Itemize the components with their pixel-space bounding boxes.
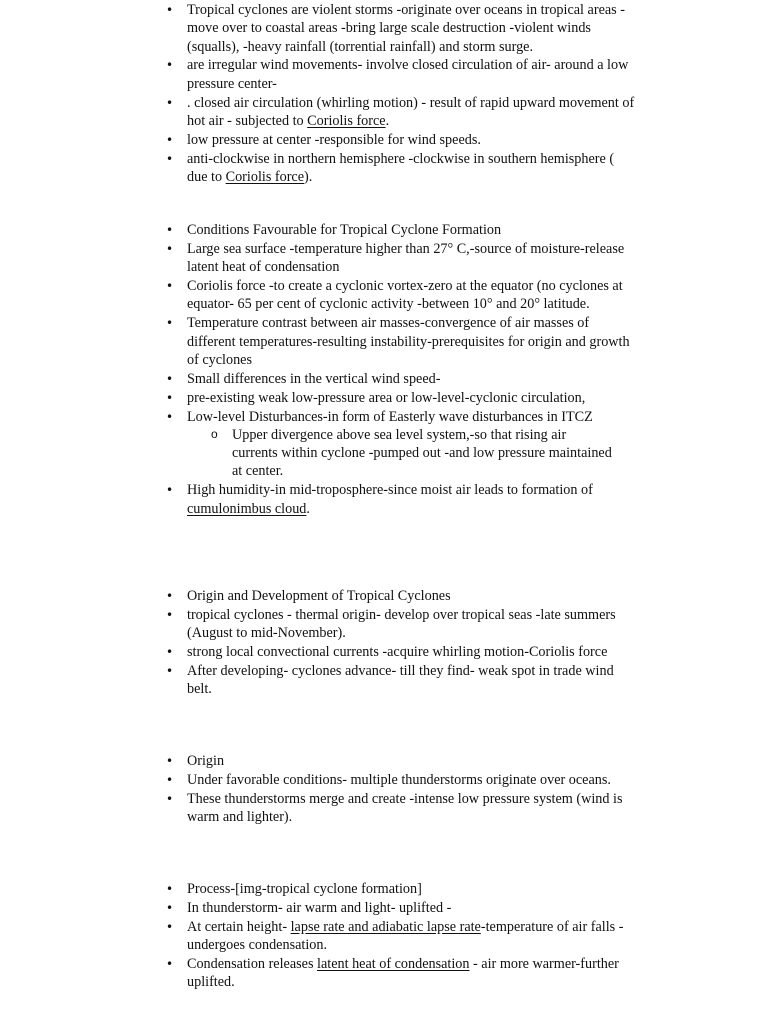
list-item: • pre-existing weak low-pressure area or low-level-cyclonic circulation, xyxy=(187,389,637,407)
origin-bullet-list xyxy=(187,752,637,827)
intro-bullet-list xyxy=(187,1,637,187)
list-item: • Coriolis force -to create a cyclonic vortex-zero at the equator (no cyclones at equator- 65 per cent of cyclonic activity -between 10° and 20° latitude. xyxy=(187,277,637,314)
list-item: • These thunderstorms merge and create -intense low pressure system (wind is warm and lighter). xyxy=(187,790,637,827)
list-item: • In thunderstorm- air warm and light- uplifted - xyxy=(187,899,637,917)
coriolis-force-link[interactable]: Coriolis force xyxy=(307,112,386,129)
list-item: • Under favorable conditions- multiple thunderstorms originate over oceans. xyxy=(187,771,637,789)
list-item: • Temperature contrast between air masses-convergence of air masses of different temperatures-resulting instability-prerequisites for origin and growth of cyclones xyxy=(187,314,637,369)
list-item: • Process-[img-tropical cyclone formation] xyxy=(187,880,637,898)
list-item: • tropical cyclones - thermal origin- develop over tropical seas -late summers (August to mid-November). xyxy=(187,606,637,643)
lapse-rate-link[interactable]: lapse rate and adiabatic lapse rate xyxy=(290,918,481,935)
list-item: • . closed air circulation (whirling motion) - result of rapid upward movement of hot air - subjected to Coriolis force. xyxy=(187,94,637,131)
list-item: • After developing- cyclones advance- till they find- weak spot in trade wind belt. xyxy=(187,662,637,699)
list-item: • Large sea surface -temperature higher than 27° C,-source of moisture-release latent heat of condensation xyxy=(187,240,637,277)
latent-heat-link[interactable]: latent heat of condensation xyxy=(317,955,470,972)
list-item: • Condensation releases latent heat of condensation - air more warmer-further uplifted. xyxy=(187,955,637,992)
list-item: • low pressure at center -responsible for wind speeds. xyxy=(187,131,637,149)
coriolis-force-link[interactable]: Coriolis force xyxy=(225,169,305,186)
list-item: • strong local convectional currents -acquire whirling motion-Coriolis force xyxy=(187,643,637,661)
process-bullet-list xyxy=(187,880,637,992)
list-item: • High humidity-in mid-troposphere-since moist air leads to formation of cumulonimbus cloud. xyxy=(187,481,637,518)
list-item: • are irregular wind movements- involve closed circulation of air- around a low pressure center- xyxy=(187,56,637,93)
list-item: • Small differences in the vertical wind speed- xyxy=(187,370,637,388)
sub-bullet-list xyxy=(187,426,637,481)
list-item: • Origin xyxy=(187,752,637,770)
list-item: • Origin and Development of Tropical Cyclones xyxy=(187,587,637,605)
list-item: • Conditions Favourable for Tropical Cyclone Formation xyxy=(187,221,637,239)
conditions-bullet-list xyxy=(187,221,637,519)
development-bullet-list xyxy=(187,587,637,699)
list-item: • At certain height- lapse rate and adiabatic lapse rate-temperature of air falls - undergoes condensation. xyxy=(187,918,637,955)
sub-list-item: o Upper divergence above sea level system,-so that rising air currents within cyclone -pumped out -and low pressure maintained at center. xyxy=(232,426,612,481)
list-item: • anti-clockwise in northern hemisphere -clockwise in southern hemisphere ( due to Coriolis force). xyxy=(187,150,637,187)
cumulonimbus-cloud-link[interactable]: cumulonimbus cloud xyxy=(187,500,307,517)
list-item: • Low-level Disturbances-in form of Easterly wave disturbances in ITCZ o Upper divergence above sea level system,-so that rising air currents within cyclone -pumped out -and low pressure maintained at center. xyxy=(187,408,637,481)
list-item: • Tropical cyclones are violent storms -originate over oceans in tropical areas -move over to coastal areas -bring large scale destruction -violent winds (squalls), -heavy rainfall (torrential rainfall) and storm surge. xyxy=(187,1,637,56)
